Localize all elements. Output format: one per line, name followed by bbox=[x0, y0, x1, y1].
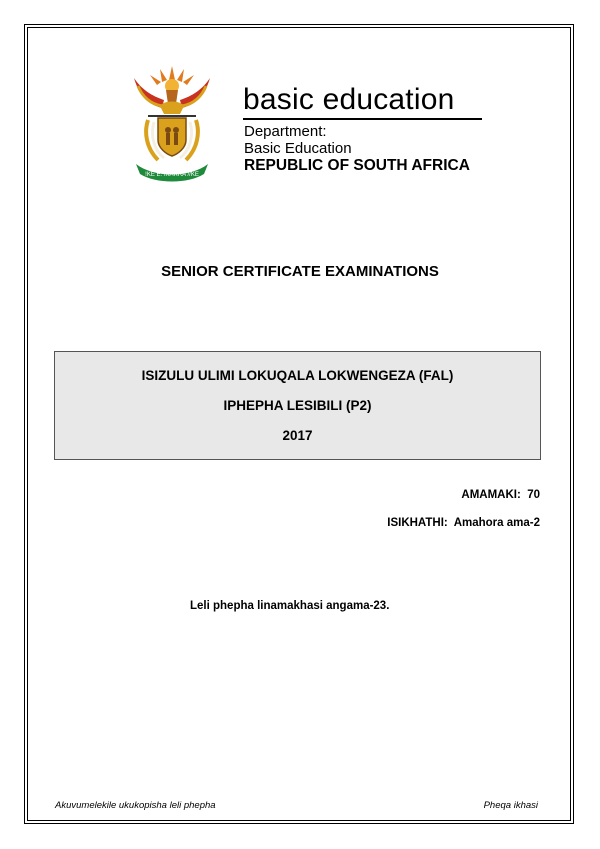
brand-underline bbox=[243, 118, 482, 120]
copyright-footer: Akuvumelekile ukukopisha leli phepha bbox=[55, 800, 216, 811]
exam-title: SENIOR CERTIFICATE EXAMINATIONS bbox=[161, 263, 439, 280]
marks-label: AMAMAKI: 70 bbox=[461, 489, 540, 501]
paper-number: IPHEPHA LESIBILI (P2) bbox=[223, 398, 372, 413]
subject-title: ISIZULU ULIMI LOKUQALA LOKWENGEZA (FAL) bbox=[141, 368, 454, 383]
department-label: Department: bbox=[244, 123, 327, 140]
motto-text: !KE E: /XARRA //KE bbox=[145, 172, 199, 178]
department-name: Basic Education bbox=[244, 140, 352, 157]
page-count-note: Leli phepha linamakhasi angama-23. bbox=[190, 600, 390, 612]
country-name: REPUBLIC OF SOUTH AFRICA bbox=[244, 157, 470, 174]
time-label: ISIKHATHI: Amahora ama-2 bbox=[387, 517, 540, 529]
coat-of-arms-logo bbox=[124, 60, 220, 184]
subject-box bbox=[54, 351, 541, 460]
exam-year: 2017 bbox=[282, 428, 313, 443]
turn-page-footer: Pheqa ikhasi bbox=[483, 800, 538, 811]
brand-title: basic education bbox=[243, 83, 455, 116]
